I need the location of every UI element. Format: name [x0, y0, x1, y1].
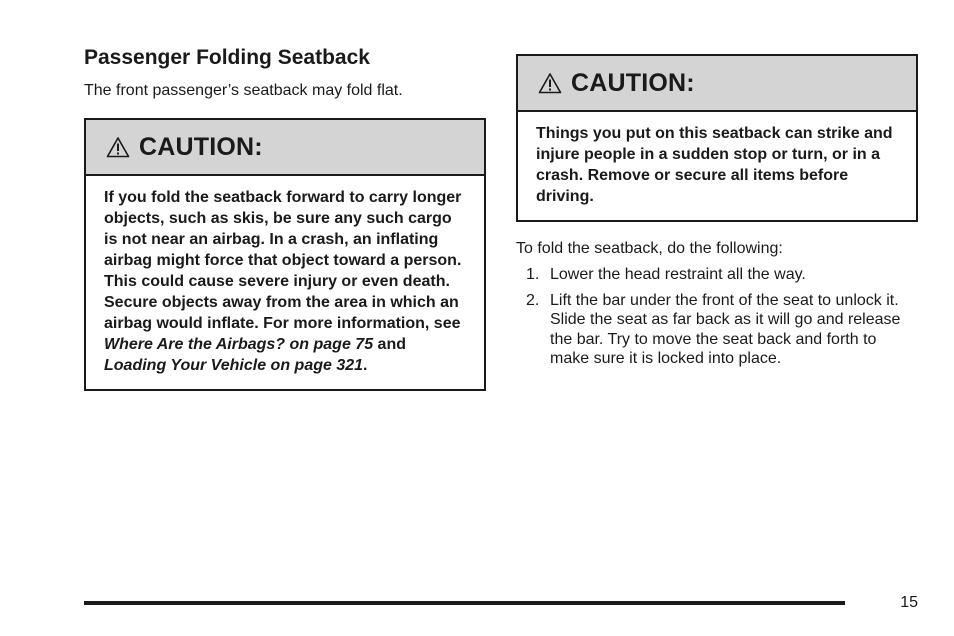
- section-heading: Passenger Folding Seatback: [84, 46, 370, 69]
- step-text: Lower the head restraint all the way.: [550, 266, 806, 283]
- airbags-reference[interactable]: Where Are the Airbags? on page 75: [104, 336, 374, 353]
- right-column: [516, 54, 918, 375]
- caution-header: [86, 120, 484, 176]
- sentence-end: .: [363, 357, 368, 374]
- steps-intro: To fold the seatback, do the following:: [516, 240, 783, 257]
- steps-list: [516, 265, 918, 369]
- loading-vehicle-reference[interactable]: Loading Your Vehicle on page 321: [104, 357, 364, 374]
- intro-text: The front passenger’s seatback may fold flat.: [84, 82, 403, 99]
- warning-triangle-icon: [106, 136, 130, 158]
- joiner-text: and: [377, 336, 406, 353]
- caution-title: CAUTION:: [139, 132, 263, 161]
- step-number: 2.: [526, 291, 540, 309]
- caution-body: Things you put on this seatback can strike and injure people in a sudden stop or turn, or in a crash. Remove or secure all items before driving.: [536, 125, 893, 205]
- footer-rule: [84, 601, 845, 605]
- caution-text: If you fold the seatback forward to carry longer objects, such as skis, be sure any such cargo is not near an airbag. In a crash, an inflating airbag might force that object toward a person. This could cause severe injury or even death. Secure objects away from the area in which an airbag would inflate. For more information, see: [104, 189, 462, 332]
- list-item: [516, 265, 918, 285]
- left-column: [84, 44, 486, 391]
- page-number: 15: [900, 594, 918, 611]
- warning-triangle-icon: [538, 72, 562, 94]
- caution-box-items: [516, 54, 918, 222]
- caution-body: [86, 176, 484, 389]
- caution-header: [518, 56, 916, 112]
- step-text: Lift the bar under the front of the seat to unlock it. Slide the seat as far back as it will go and release the bar. Try to move the seat back and forth to make sure it is locked into place.: [550, 291, 901, 367]
- list-item: [516, 291, 918, 369]
- caution-title: CAUTION:: [571, 68, 695, 97]
- step-number: 1.: [526, 266, 540, 283]
- caution-box-cargo: [84, 118, 486, 391]
